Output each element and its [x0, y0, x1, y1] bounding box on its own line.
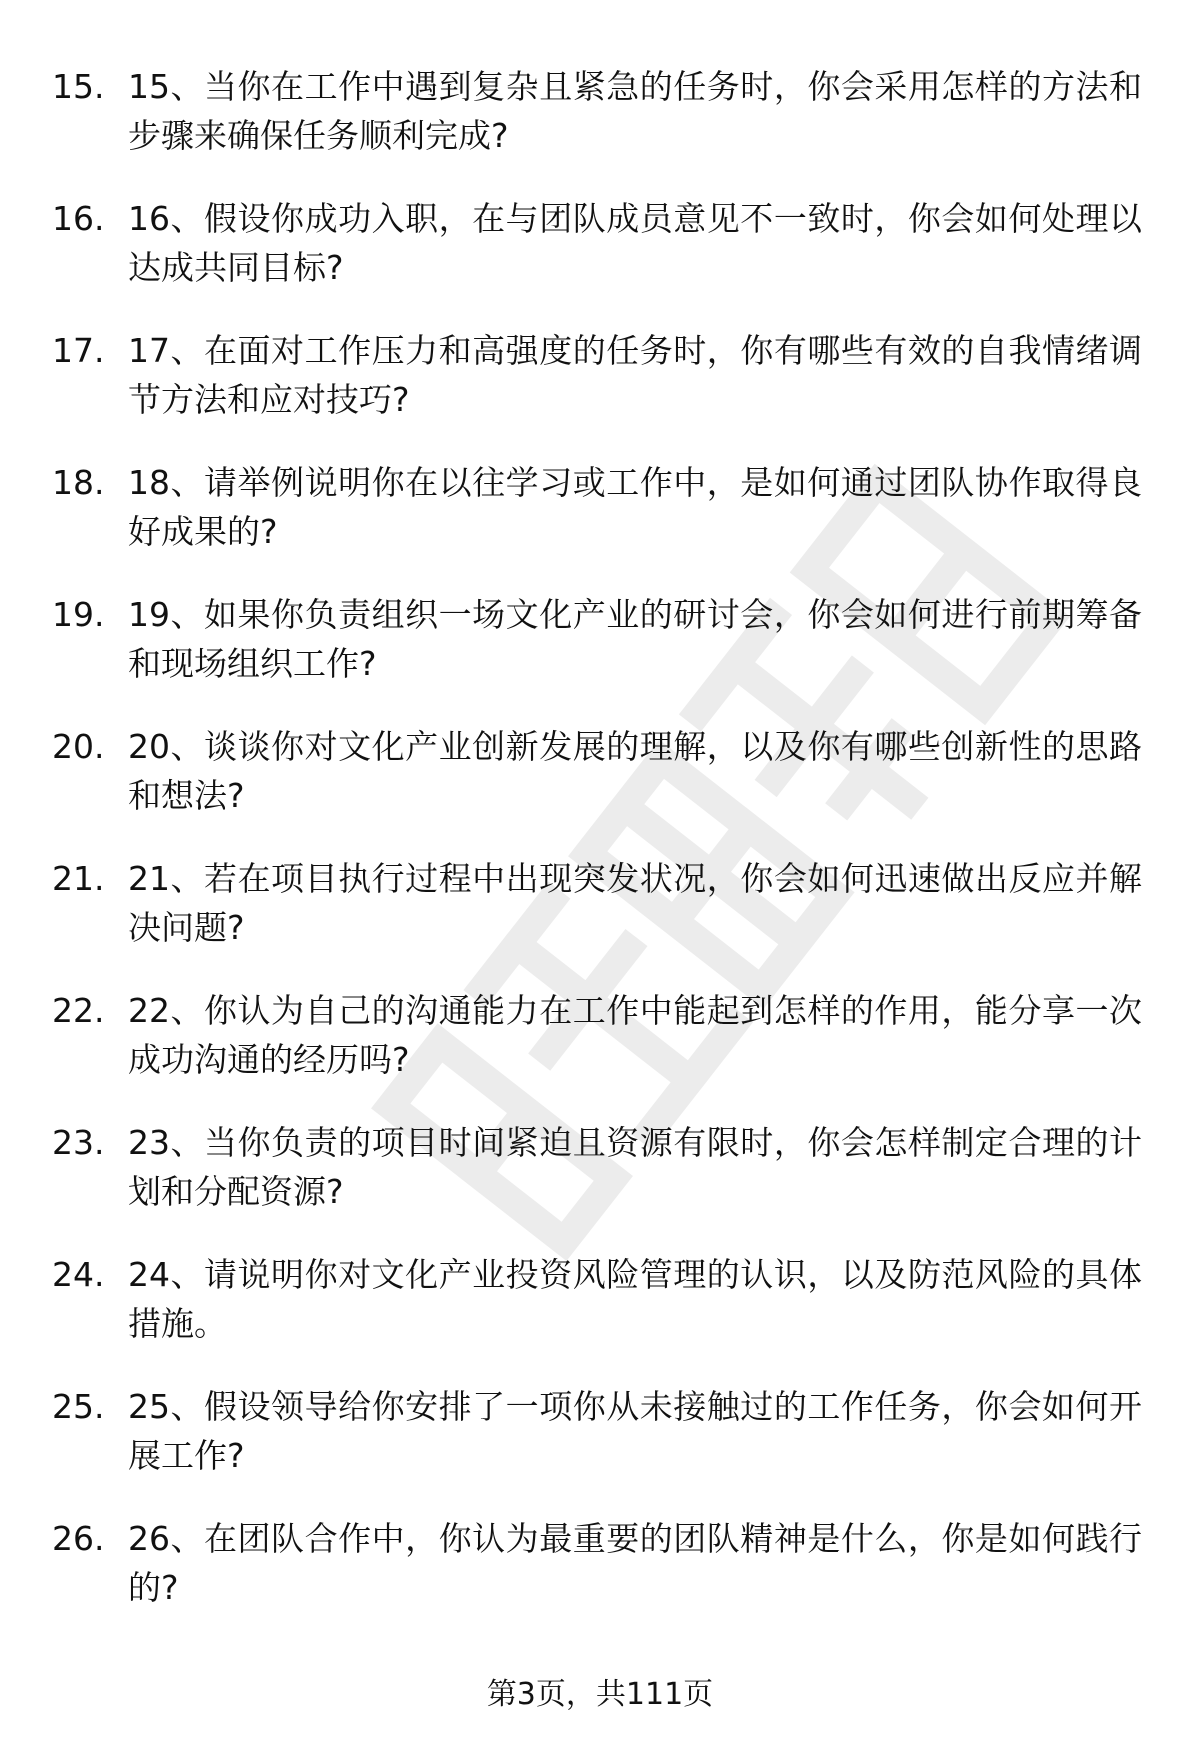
question-item — [52, 590, 1142, 722]
question-item — [52, 986, 1142, 1118]
question-item — [52, 1382, 1142, 1514]
question-item — [52, 62, 1142, 194]
question-item — [52, 194, 1142, 326]
question-number: 26. — [52, 1519, 105, 1558]
question-number: 22. — [52, 991, 105, 1030]
question-item — [52, 1250, 1142, 1382]
question-text: 20、谈谈你对文化产业创新发展的理解，以及你有哪些创新性的思路和想法? — [128, 727, 1142, 815]
question-text: 21、若在项目执行过程中出现突发状况，你会如何迅速做出反应并解决问题? — [128, 859, 1142, 947]
question-text: 15、当你在工作中遇到复杂且紧急的任务时，你会采用怎样的方法和步骤来确保任务顺利完成? — [128, 67, 1142, 155]
question-number: 21. — [52, 859, 105, 898]
page-footer: 第3页，共111页 — [486, 1677, 714, 1712]
question-text: 22、你认为自己的沟通能力在工作中能起到怎样的作用，能分享一次成功沟通的经历吗? — [128, 991, 1142, 1079]
question-item — [52, 326, 1142, 458]
question-number: 19. — [52, 595, 105, 634]
question-number: 15. — [52, 67, 105, 106]
question-text: 26、在团队合作中，你认为最重要的团队精神是什么，你是如何践行的? — [128, 1519, 1142, 1607]
question-number: 17. — [52, 331, 105, 370]
question-text: 24、请说明你对文化产业投资风险管理的认识，以及防范风险的具体措施。 — [128, 1255, 1142, 1343]
question-item — [52, 458, 1142, 590]
question-text: 23、当你负责的项目时间紧迫且资源有限时，你会怎样制定合理的计划和分配资源? — [128, 1123, 1142, 1211]
question-item — [52, 1514, 1142, 1646]
question-text: 16、假设你成功入职，在与团队成员意见不一致时，你会如何处理以达成共同目标? — [128, 199, 1142, 287]
question-number: 23. — [52, 1123, 105, 1162]
question-number: 24. — [52, 1255, 105, 1294]
question-item — [52, 1118, 1142, 1250]
question-list — [52, 62, 1142, 1646]
question-number: 16. — [52, 199, 105, 238]
question-item — [52, 722, 1142, 854]
question-text: 17、在面对工作压力和高强度的任务时，你有哪些有效的自我情绪调节方法和应对技巧? — [128, 331, 1142, 419]
question-text: 19、如果你负责组织一场文化产业的研讨会，你会如何进行前期筹备和现场组织工作? — [128, 595, 1142, 683]
question-item — [52, 854, 1142, 986]
question-number: 25. — [52, 1387, 105, 1426]
question-text: 25、假设领导给你安排了一项你从未接触过的工作任务，你会如何开展工作? — [128, 1387, 1142, 1475]
question-number: 20. — [52, 727, 105, 766]
question-text: 18、请举例说明你在以往学习或工作中，是如何通过团队协作取得良好成果的? — [128, 463, 1142, 551]
question-number: 18. — [52, 463, 105, 502]
